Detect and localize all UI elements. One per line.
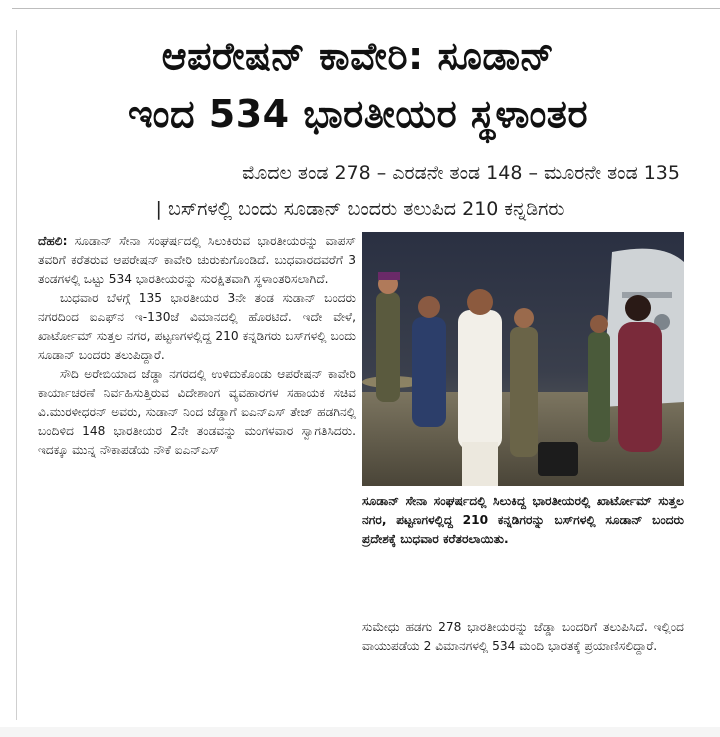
deck-line-1: ಮೊದಲ ತಂಡ 278 – ಎರಡನೇ ತಂಡ 148 – ಮೂರನೇ ತಂಡ 135 — [242, 162, 680, 184]
bottom-band — [0, 727, 720, 737]
article-paragraph-2: ಬುಧವಾರ ಬೆಳಗ್ಗೆ 135 ಭಾರತೀಯರ 3ನೇ ತಂಡ ಸುಡಾನ್ ಬಂದರು ನಗರದಿಂದ ಐಎಫ್‌ನ ಇ-130ಜೆ ವಿಮಾನದಲ್ಲಿ ಹೊರಟಿದೆ. ಇದೇ ವೇಳೆ, ಖಾರ್ಟೋಮ್ ಸುತ್ತಲ ನಗರ, ಪಟ್ಟಣಗಳಲ್ಲಿದ್ದ 210 ಕನ್ನಡಿಗರು ಬಸ್‌ಗಳಲ್ಲಿ ಬಂದು ಸೂಡಾನ್ ಬಂದರು ತಲುಪಿದ್ದಾರೆ. — [38, 291, 356, 362]
headline-line-2: ಇಂದ 534 ಭಾರತೀಯರ ಸ್ಥಳಾಂತರ — [127, 92, 589, 136]
article-paragraph-3: ಸೌದಿ ಅರೇಬಿಯಾದ ಜೆಡ್ಡಾ ನಗರದಲ್ಲಿ ಉಳಿದುಕೊಂಡು ಆಪರೇಷನ್ ಕಾವೇರಿ ಕಾರ್ಯಾಚರಣೆ ನಿರ್ವಹಿಸುತ್ತಿರುವ ವಿದೇಶಾಂಗ ವ್ಯವಹಾರಗಳ ಸಹಾಯಕ ಸಚಿವ ವಿ.ಮುರಳೀಧರನ್ ಅವರು, ಸುಡಾನ್ ನಿಂದ ಜೆಡ್ಡಾಗೆ ಐಎನ್‌ಎಸ್ ತೇಜ್ ಹಡಗಿನಲ್ಲಿ ಬಂದಿಳಿದ 148 ಭಾರತೀಯರ 2ನೇ ತಂಡವನ್ನು ಮಂಗಳವಾರ ಸ್ವಾಗತಿಸಿದರು. ಇದಕ್ಕೂ ಮುನ್ನ ನೌಕಾಪಡೆಯ ನೌಕೆ ಐಎನ್‌ಎಸ್ — [38, 367, 356, 457]
dateline: ದೆಹಲಿ: — [38, 234, 68, 248]
article-paragraph-1 — [38, 232, 356, 289]
photo-caption: ಸೂಡಾನ್ ಸೇನಾ ಸಂಘರ್ಷದಲ್ಲಿ ಸಿಲುಕಿದ್ದ ಭಾರತೀಯರಲ್ಲಿ ಖಾರ್ಟೋಮ್ ಸುತ್ತಲ ನಗರ, ಪಟ್ಟಣಗಳಲ್ಲಿದ್ದ 210 ಕನ್ನಡಿಗರನ್ನು ಬಸ್‌ಗಳಲ್ಲಿ ಸೂಡಾನ್ ಬಂದರು ಪ್ರದೇಶಕ್ಕೆ ಬುಧವಾರ ಕರೆತರಲಾಯಿತು. — [362, 494, 684, 546]
headline-line-1: ಆಪರೇಷನ್ ಕಾವೇರಿ: ಸೂಡಾನ್ — [161, 34, 555, 78]
left-column-rule — [16, 30, 17, 720]
top-rule — [12, 8, 720, 9]
article-continuation: ಸುಮೇಧು ಹಡಗು 278 ಭಾರತೀಯರನ್ನು ಜೆಡ್ಡಾ ಬಂದರಿಗೆ ತಲುಪಿಸಿದೆ. ಇಲ್ಲಿಂದ ವಾಯುಪಡೆಯ 2 ವಿಮಾನಗಳಲ್ಲಿ 534 ಮಂದಿ ಭಾರತಕ್ಕೆ ಪ್ರಯಾಣಿಸಲಿದ್ದಾರೆ. — [362, 620, 684, 653]
article-body — [38, 232, 356, 460]
news-photo-illustration — [362, 232, 684, 486]
news-photo — [362, 232, 684, 486]
deck-line-2: | ಬಸ್‌ಗಳಲ್ಲಿ ಬಂದು ಸೂಡಾನ್ ಬಂದರು ತಲುಪಿದ 210 ಕನ್ನಡಿಗರು — [155, 198, 565, 220]
article-paragraph-1-text: ಸೂಡಾನ್ ಸೇನಾ ಸಂಘರ್ಷದಲ್ಲಿ ಸಿಲುಕಿರುವ ಭಾರತೀಯರನ್ನು ವಾಪಸ್ ತವರಿಗೆ ಕರೆತರುವ ಆಪರೇಷನ್ ಕಾವೇರಿ ಚುರುಕುಗೊಂಡಿದೆ. ಬುಧವಾರದವರೆಗೆ 3 ತಂಡಗಳಲ್ಲಿ ಒಟ್ಟು 534 ಭಾರತೀಯರನ್ನು ಸುರಕ್ಷಿತವಾಗಿ ಸ್ಥಳಾಂತರಿಸಲಾಗಿದೆ. — [38, 234, 356, 286]
